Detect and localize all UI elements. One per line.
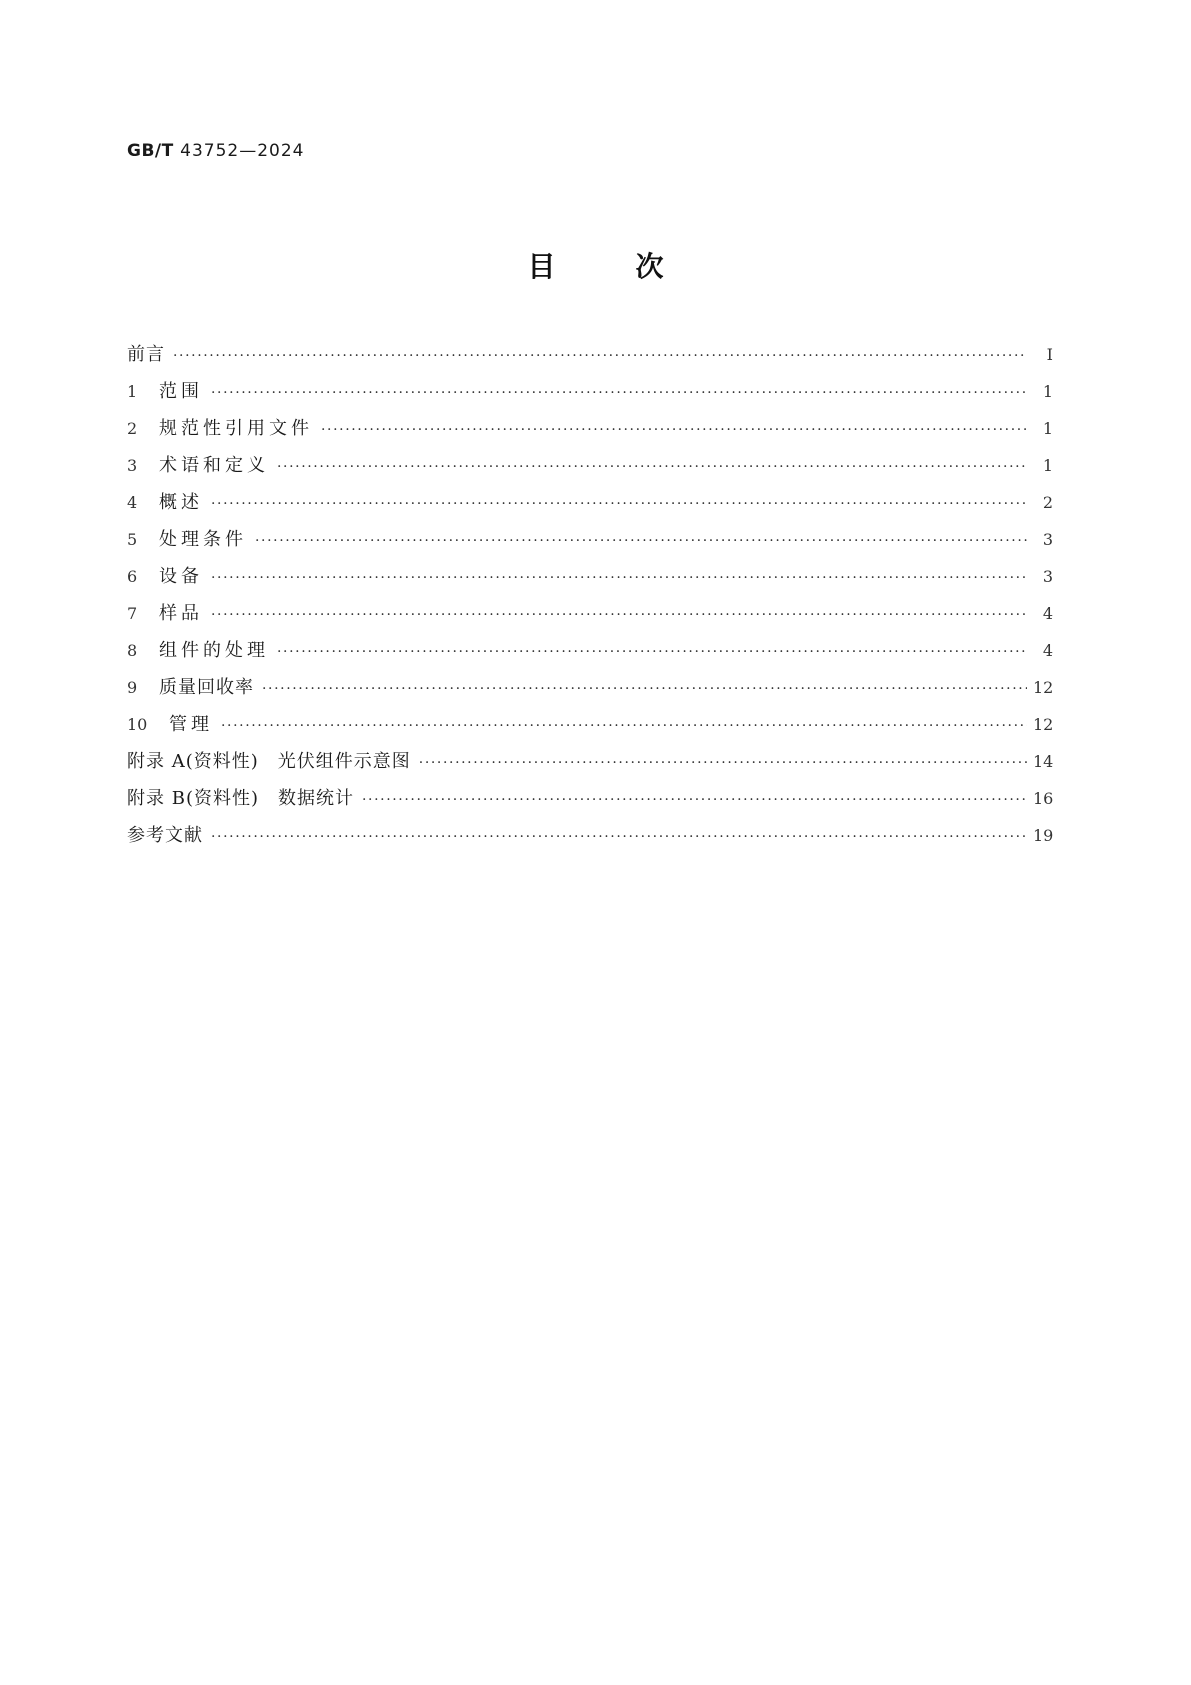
toc-entry-label: 管理 (169, 714, 213, 735)
toc-entry-label: 范围 (159, 381, 203, 402)
table-of-contents (127, 336, 1053, 854)
toc-entry-number: 6 (127, 567, 138, 586)
toc-page-number: 4 (1042, 604, 1053, 623)
toc-page-number: 3 (1042, 530, 1053, 549)
toc-entry-annex-b[interactable] (127, 780, 1053, 817)
toc-dot-leader (211, 560, 1027, 597)
toc-entry-1[interactable] (127, 373, 1053, 410)
title-char-2: 次 (635, 250, 664, 283)
toc-dot-leader (419, 745, 1027, 782)
toc-dot-leader (221, 708, 1027, 745)
standard-prefix: GB/T (127, 141, 174, 161)
toc-entry-number: 7 (127, 604, 138, 623)
standard-number: 43752—2024 (180, 141, 305, 161)
page-title (0, 245, 1191, 285)
toc-entry-annex-a[interactable] (127, 743, 1053, 780)
toc-entry-bibliography[interactable] (127, 817, 1053, 854)
standard-code (127, 141, 304, 161)
toc-entry-2[interactable] (127, 410, 1053, 447)
toc-entry-number: 2 (127, 419, 138, 438)
toc-entry-8[interactable] (127, 632, 1053, 669)
toc-dot-leader (211, 597, 1027, 634)
toc-page-number: 1 (1042, 419, 1053, 438)
toc-entry-6[interactable] (127, 558, 1053, 595)
toc-page-number: 4 (1042, 641, 1053, 660)
toc-entry-4[interactable] (127, 484, 1053, 521)
toc-entry-10[interactable] (127, 706, 1053, 743)
toc-dot-leader (173, 338, 1027, 375)
toc-dot-leader (211, 819, 1027, 856)
toc-dot-leader (277, 634, 1027, 671)
toc-entry-label: 概述 (159, 492, 203, 513)
toc-dot-leader (211, 375, 1027, 412)
toc-entry-label: 样品 (159, 603, 203, 624)
toc-entry-number: 5 (127, 530, 138, 549)
toc-dot-leader (211, 486, 1027, 523)
toc-entry-label: 参考文献 (127, 825, 203, 846)
toc-dot-leader (262, 671, 1027, 708)
toc-entry-number: 3 (127, 456, 138, 475)
toc-entry-foreword[interactable] (127, 336, 1053, 373)
toc-entry-5[interactable] (127, 521, 1053, 558)
toc-page-number: Ⅰ (1046, 345, 1053, 364)
toc-entry-9[interactable] (127, 669, 1053, 706)
toc-entry-number: 10 (127, 715, 148, 734)
toc-page-number: 1 (1042, 382, 1053, 401)
toc-dot-leader (255, 523, 1027, 560)
toc-dot-leader (362, 782, 1027, 819)
toc-entry-label: 附录 B(资料性) 数据统计 (127, 788, 354, 809)
toc-dot-leader (321, 412, 1027, 449)
toc-entry-label: 附录 A(资料性) 光伏组件示意图 (127, 751, 411, 772)
toc-page-number: 12 (1033, 678, 1054, 697)
toc-entry-label: 质量回收率 (159, 677, 254, 698)
title-char-1: 目 (527, 250, 556, 283)
toc-entry-3[interactable] (127, 447, 1053, 484)
toc-entry-number: 8 (127, 641, 138, 660)
toc-entry-label: 设备 (159, 566, 203, 587)
toc-page-number: 2 (1042, 493, 1053, 512)
toc-entry-number: 1 (127, 382, 138, 401)
toc-page-number: 19 (1033, 826, 1054, 845)
toc-page-number: 16 (1033, 789, 1054, 808)
toc-page-number: 14 (1033, 752, 1054, 771)
toc-entry-7[interactable] (127, 595, 1053, 632)
toc-entry-number: 4 (127, 493, 138, 512)
toc-dot-leader (277, 449, 1027, 486)
toc-page-number: 12 (1033, 715, 1054, 734)
toc-page-number: 1 (1042, 456, 1053, 475)
toc-entry-label: 组件的处理 (159, 640, 269, 661)
toc-entry-number: 9 (127, 678, 138, 697)
toc-entry-label: 术语和定义 (159, 455, 269, 476)
toc-entry-label: 前言 (127, 344, 165, 365)
toc-entry-label: 规范性引用文件 (159, 418, 313, 439)
toc-page-number: 3 (1042, 567, 1053, 586)
toc-entry-label: 处理条件 (159, 529, 247, 550)
